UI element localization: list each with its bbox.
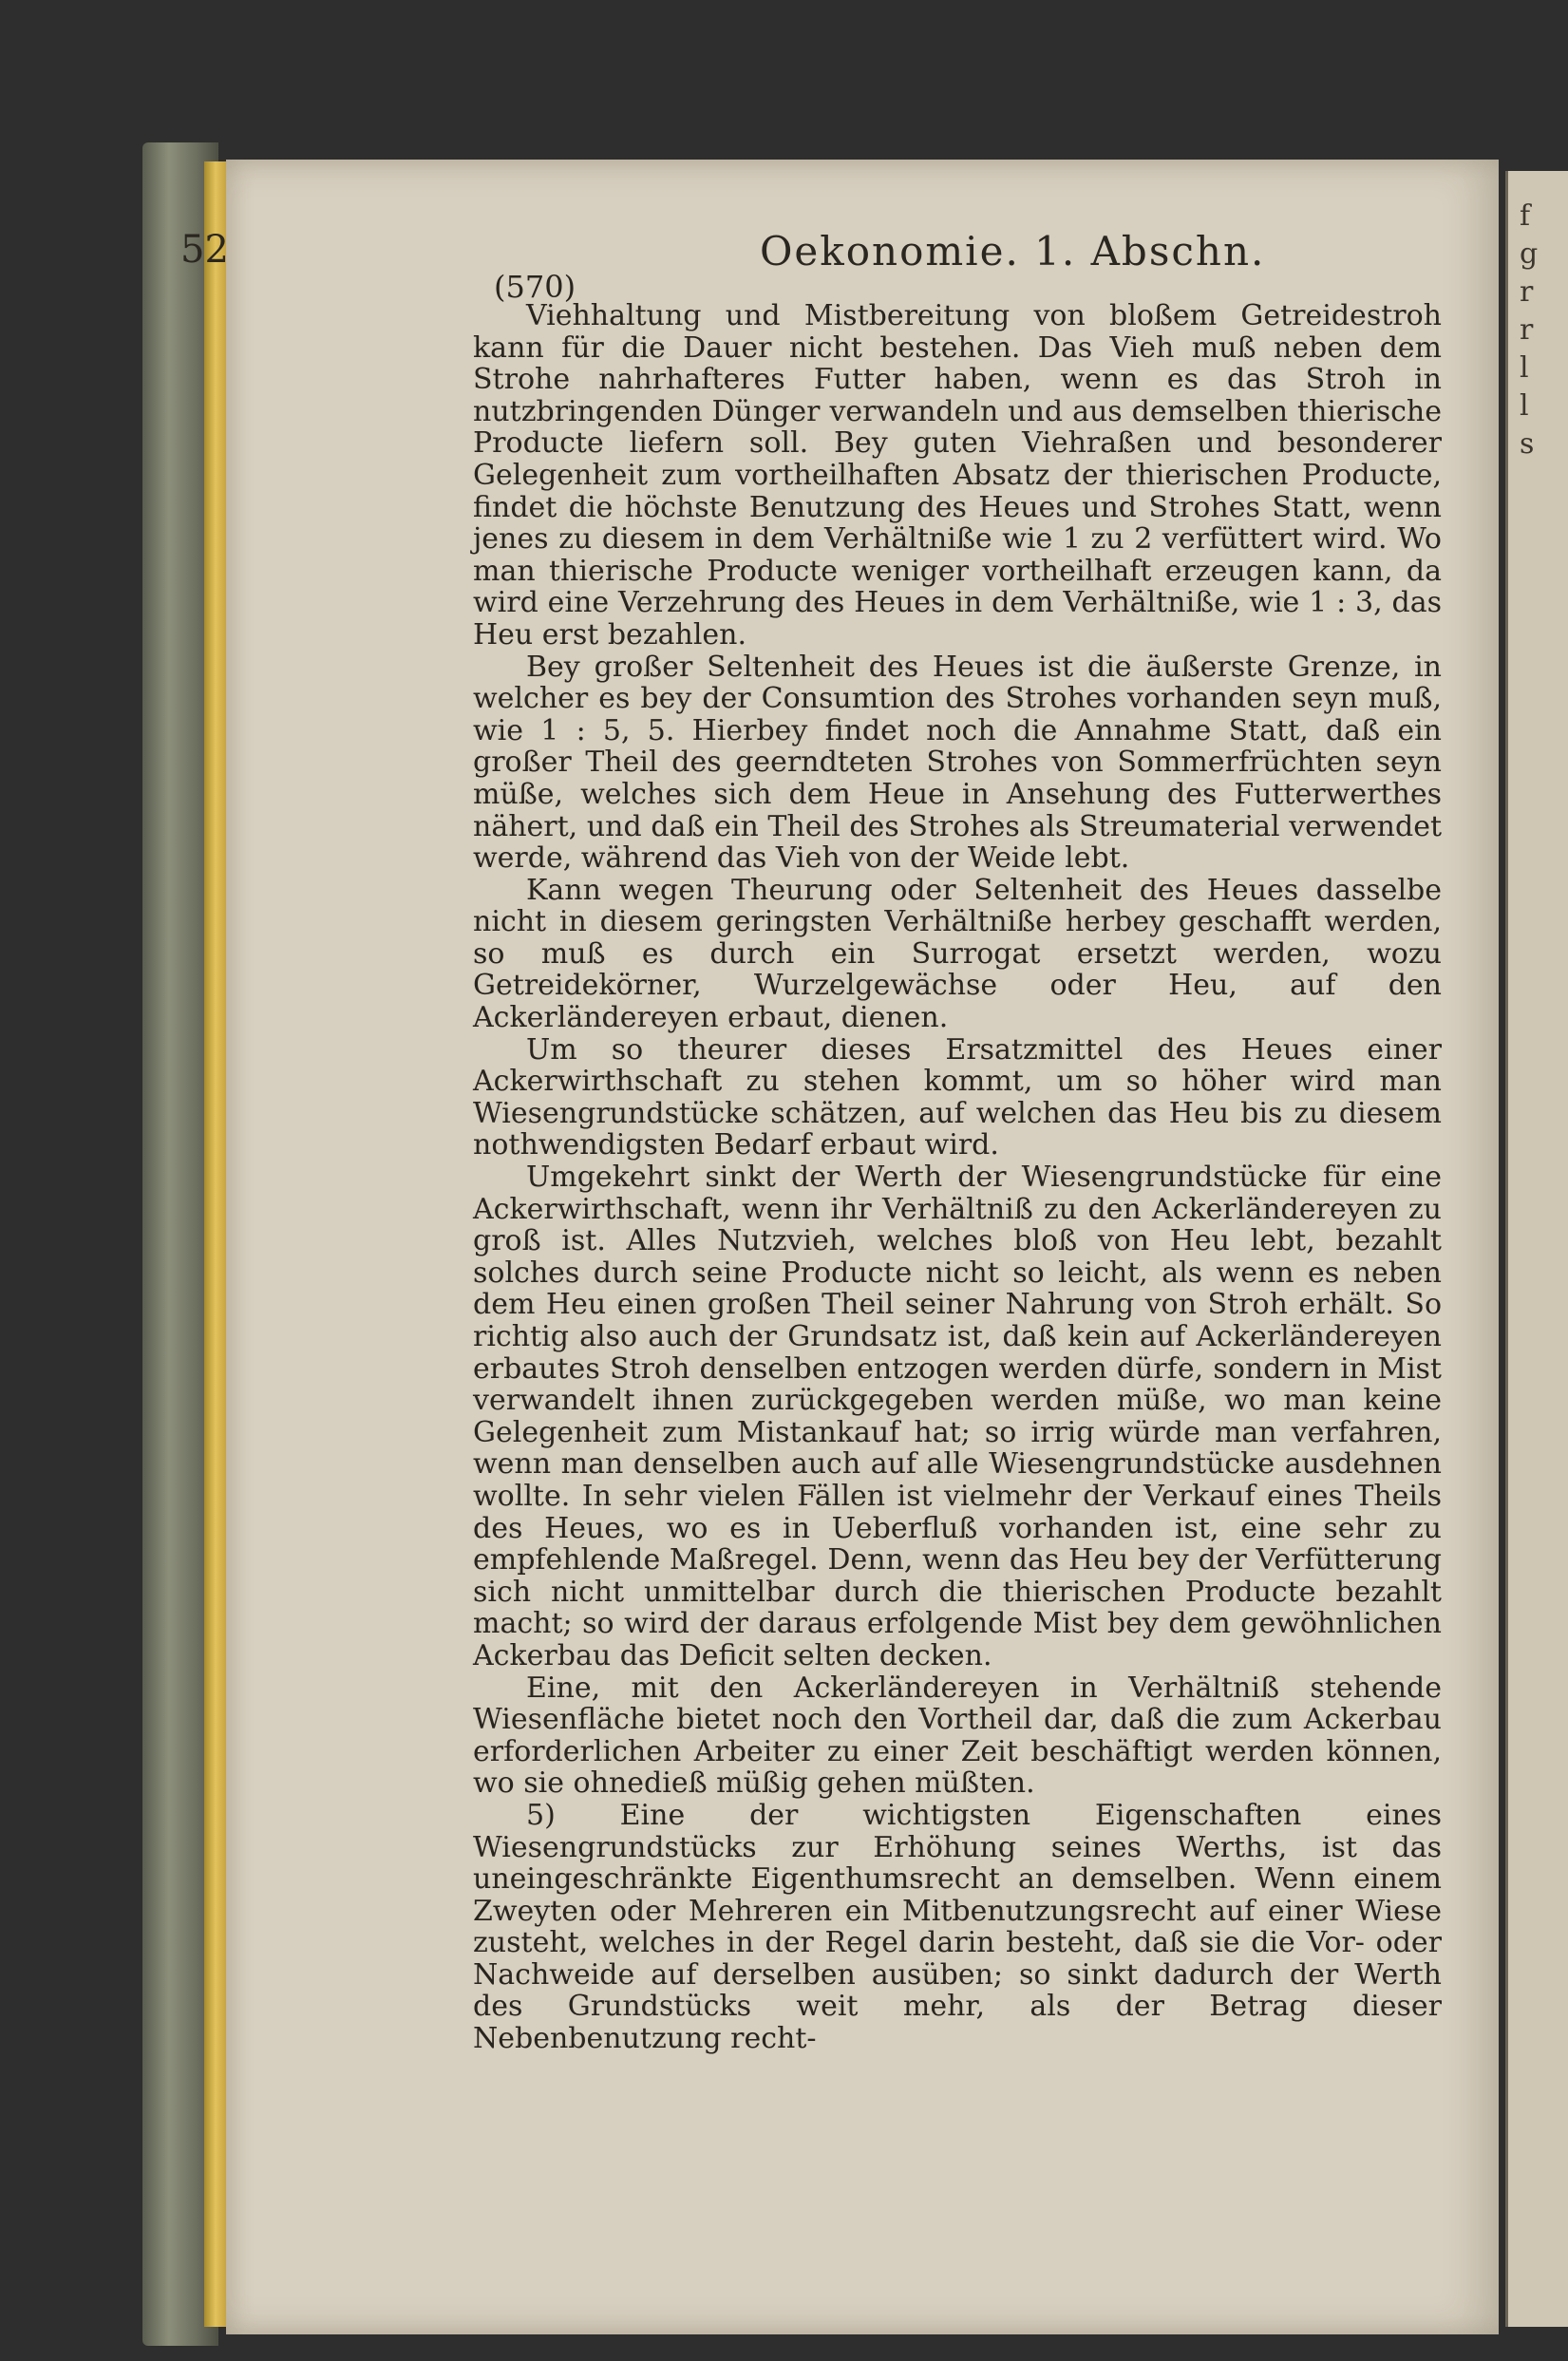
paragraph: Um so theurer dieses Ersatzmittel des Heues einer Ackerwirthschaft zu stehen kommt, um so höher wird man Wiesengrundstücke schätzen, auf welchen das Heu bis zu diesem nothwendigsten Bedarf erbaut wird. (473, 1032, 1442, 1162)
page-body (473, 269, 1442, 2056)
paragraph: Bey großer Seltenheit des Heues ist die äußerste Grenze, in welcher es bey der Consumtion des Strohes vorhanden seyn muß, wie 1 : 5, 5. Hierbey findet noch die Annahme Statt, daß ein großer Theil des geerndteten Strohes von Sommerfrüchten seyn müße, welches sich dem Heue in Ansehung des Futterwerthes nähert, und daß ein Theil des Strohes als Streumaterial verwendet werde, während das Vieh von der Weide lebt. (473, 650, 1442, 876)
adjacent-page-fragment: f (1520, 199, 1531, 233)
adjacent-page-fragment: g (1520, 237, 1539, 271)
section-number: (570) (494, 269, 576, 305)
paragraph: Kann wegen Theurung oder Seltenheit des Heues dasselbe nicht in diesem geringsten Verhältniße herbey geschafft werden, so muß es durch ein Surrogat ersetzt werden, wozu Getreidekörner, Wurzelgewächse oder Heu, auf den Ackerländereyen erbaut, dienen. (473, 873, 1442, 1035)
running-head: Oekonomie. 1. Abschn. (760, 228, 1266, 274)
adjacent-page (1505, 171, 1568, 2327)
adjacent-page-fragment: r (1520, 275, 1534, 309)
paragraph: Eine, mit den Ackerländereyen in Verhältniß stehende Wiesenfläche bietet noch den Vortheil dar, daß die zum Ackerbau erforderlichen Arbeiter zu einer Zeit beschäftigt werden können, wo sie ohnedieß müßig gehen müßten. (473, 1671, 1442, 1801)
paragraph: Viehhaltung und Mistbereitung von bloßem Getreidestroh kann für die Dauer nicht bestehen. Das Vieh muß neben dem Strohe nahrhafteres Futter haben, wenn es das Stroh in nutzbringenden Dünger verwandeln und aus demselben thierische Producte liefern soll. Bey guten Viehraßen und besonderer Gelegenheit zum vortheilhaften Absatz der thierischen Producte, findet die höchste Benutzung des Heues und Strohes Statt, wenn jenes zu diesem in dem Verhältniße wie 1 zu 2 verfüttert wird. Wo man thierische Producte weniger vortheilhaft erzeugen kann, da wird eine Verzehrung des Heues in dem Verhältniße, wie 1 : 3, das Heu erst bezahlen. (473, 299, 1442, 652)
adjacent-page-fragment: r (1520, 313, 1534, 347)
page-number: 52 (180, 228, 229, 272)
paragraph: 5) Eine der wichtigsten Eigenschaften eines Wiesengrundstücks zur Erhöhung seines Werths, ist das uneingeschränkte Eigenthumsrecht an demselben. Wenn einem Zweyten oder Mehreren ein Mitbenutzungsrecht auf einer Wiese zusteht, welches in der Regel darin besteht, daß sie die Vor- oder Nachweide auf derselben ausüben; so sinkt dadurch der Werth des Grundstücks weit mehr, als der Betrag dieser Nebenbenutzung recht- (473, 1798, 1442, 2056)
paragraph: Umgekehrt sinkt der Werth der Wiesengrundstücke für eine Ackerwirthschaft, wenn ihr Verhältniß zu den Ackerländereyen zu groß ist. Alles Nutzvieh, welches bloß von Heu lebt, bezahlt solches durch seine Producte nicht so leicht, als wenn es neben dem Heu einen großen Theil seiner Nahrung von Stroh erhält. So richtig also auch der Grundsatz ist, daß kein auf Ackerländereyen erbautes Stroh denselben entzogen werden dürfe, sondern in Mist verwandelt ihnen zurückgegeben werden müße, wo man keine Gelegenheit zum Mistankauf hat; so irrig würde man verfahren, wenn man denselben auch auf alle Wiesengrundstücke ausdehnen wollte. In sehr vielen Fällen ist vielmehr der Verkauf eines Theils des Heues, wo es in Ueberfluß vorhanden ist, eine sehr zu empfehlende Maßregel. Denn, wenn das Heu bey der Verfütterung sich nicht unmittelbar durch die thierischen Producte bezahlt macht; so wird der daraus erfolgende Mist bey dem gewöhnlichen Ackerbau das Deficit selten decken. (473, 1161, 1442, 1672)
adjacent-page-fragment: s (1520, 427, 1535, 461)
adjacent-page-fragment: l (1520, 351, 1529, 385)
adjacent-page-fragment: l (1520, 389, 1529, 423)
